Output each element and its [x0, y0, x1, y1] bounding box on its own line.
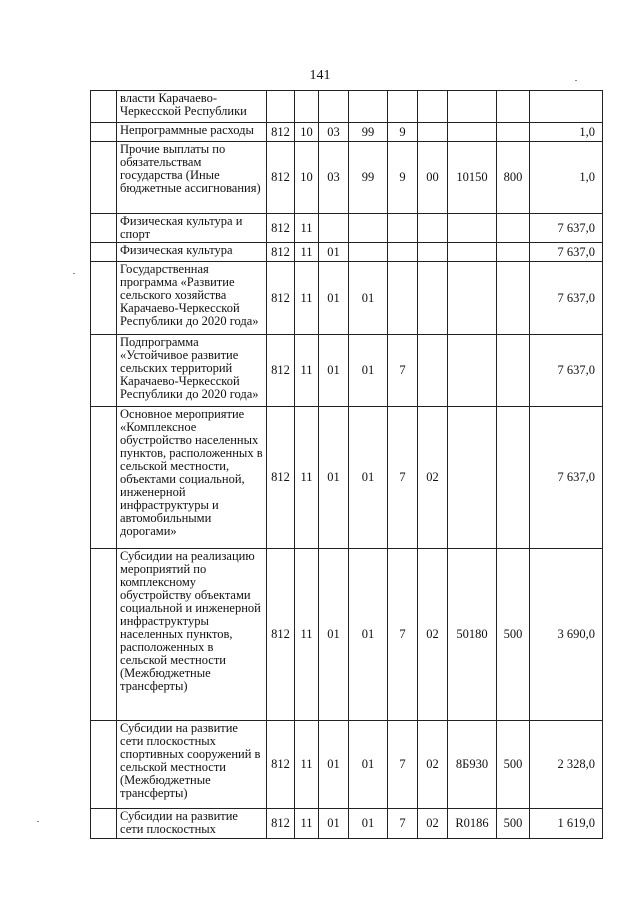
- section-code: 11: [295, 214, 319, 243]
- program-code: 01: [349, 809, 388, 839]
- program-code: [349, 91, 388, 123]
- direction-code: [448, 407, 497, 549]
- ministry-code: 812: [267, 142, 295, 214]
- subprogram-code: 7: [388, 549, 418, 721]
- blank-cell: [91, 123, 117, 142]
- direction-code: [448, 214, 497, 243]
- subsection-code: 01: [319, 262, 349, 335]
- expense-name: Физическая культура и спорт: [117, 214, 267, 243]
- event-code: 02: [418, 407, 448, 549]
- ministry-code: 812: [267, 335, 295, 407]
- expense-name: Государственная программа «Развитие сельского хозяйства Карачаево-Черкесской Республики до 2020 года»: [117, 262, 267, 335]
- scan-speck: [575, 80, 577, 81]
- subprogram-code: [388, 91, 418, 123]
- amount: 1,0: [530, 142, 603, 214]
- ministry-code: 812: [267, 721, 295, 809]
- expense-type-code: 500: [497, 549, 530, 721]
- table-row: [91, 809, 603, 839]
- program-code: 01: [349, 407, 388, 549]
- amount: 1,0: [530, 123, 603, 142]
- blank-cell: [91, 549, 117, 721]
- expense-type-code: 500: [497, 721, 530, 809]
- blank-cell: [91, 142, 117, 214]
- subprogram-code: 7: [388, 335, 418, 407]
- event-code: 02: [418, 721, 448, 809]
- blank-cell: [91, 243, 117, 262]
- event-code: [418, 335, 448, 407]
- expense-type-code: [497, 335, 530, 407]
- subsection-code: 01: [319, 721, 349, 809]
- program-code: 01: [349, 262, 388, 335]
- expense-name: Субсидии на развитие сети плоскостных спортивных сооружений в сельской местности (Межбюджетные трансферты): [117, 721, 267, 809]
- program-code: [349, 214, 388, 243]
- event-code: 00: [418, 142, 448, 214]
- blank-cell: [91, 809, 117, 839]
- section-code: 11: [295, 335, 319, 407]
- expense-type-code: [497, 214, 530, 243]
- amount: 2 328,0: [530, 721, 603, 809]
- ministry-code: 812: [267, 243, 295, 262]
- event-code: [418, 243, 448, 262]
- event-code: [418, 262, 448, 335]
- expense-type-code: 800: [497, 142, 530, 214]
- event-code: [418, 91, 448, 123]
- expense-name: Прочие выплаты по обязательствам государства (Иные бюджетные ассигнования): [117, 142, 267, 214]
- amount: 7 637,0: [530, 262, 603, 335]
- expense-type-code: 500: [497, 809, 530, 839]
- section-code: 11: [295, 549, 319, 721]
- ministry-code: 812: [267, 407, 295, 549]
- blank-cell: [91, 214, 117, 243]
- event-code: [418, 214, 448, 243]
- program-code: 99: [349, 123, 388, 142]
- amount: 7 637,0: [530, 335, 603, 407]
- subprogram-code: 9: [388, 123, 418, 142]
- subprogram-code: [388, 262, 418, 335]
- event-code: [418, 123, 448, 142]
- subsection-code: 01: [319, 335, 349, 407]
- budget-table: [90, 90, 603, 839]
- subsection-code: 03: [319, 142, 349, 214]
- ministry-code: 812: [267, 123, 295, 142]
- table-row: [91, 721, 603, 809]
- subprogram-code: 7: [388, 721, 418, 809]
- subprogram-code: 7: [388, 407, 418, 549]
- ministry-code: [267, 91, 295, 123]
- section-code: 10: [295, 142, 319, 214]
- amount: 3 690,0: [530, 549, 603, 721]
- amount: 7 637,0: [530, 243, 603, 262]
- subsection-code: [319, 91, 349, 123]
- section-code: 10: [295, 123, 319, 142]
- section-code: 11: [295, 809, 319, 839]
- expense-type-code: [497, 91, 530, 123]
- expense-name: Физическая культура: [117, 243, 267, 262]
- program-code: 99: [349, 142, 388, 214]
- subsection-code: 03: [319, 123, 349, 142]
- direction-code: [448, 91, 497, 123]
- direction-code: [448, 123, 497, 142]
- amount: 7 637,0: [530, 214, 603, 243]
- subprogram-code: [388, 214, 418, 243]
- expense-name: Субсидии на реализацию мероприятий по комплексному обустройству объектами социальной и инженерной инфраструктуры населенных пунктов, расположенных в сельской местности (Межбюджетные трансферты): [117, 549, 267, 721]
- direction-code: [448, 335, 497, 407]
- scan-speck: [73, 273, 75, 274]
- subprogram-code: 7: [388, 809, 418, 839]
- subprogram-code: [388, 243, 418, 262]
- section-code: [295, 91, 319, 123]
- blank-cell: [91, 407, 117, 549]
- ministry-code: 812: [267, 809, 295, 839]
- subsection-code: 01: [319, 407, 349, 549]
- program-code: 01: [349, 335, 388, 407]
- expense-name: Основное мероприятие «Комплексное обустройство населенных пунктов, расположенных в сельской местности, объектами социальной, инженерной инфраструктуры и автомобильными дорогами»: [117, 407, 267, 549]
- direction-code: 10150: [448, 142, 497, 214]
- event-code: 02: [418, 549, 448, 721]
- subsection-code: [319, 214, 349, 243]
- table-row: [91, 91, 603, 123]
- blank-cell: [91, 91, 117, 123]
- ministry-code: 812: [267, 214, 295, 243]
- page-number: 141: [309, 68, 331, 83]
- expense-type-code: [497, 407, 530, 549]
- direction-code: 50180: [448, 549, 497, 721]
- table-row: [91, 123, 603, 142]
- ministry-code: 812: [267, 262, 295, 335]
- scan-speck: [37, 821, 39, 822]
- expense-name: Субсидии на развитие сети плоскостных: [117, 809, 267, 839]
- direction-code: 8Б930: [448, 721, 497, 809]
- expense-type-code: [497, 243, 530, 262]
- amount: 7 637,0: [530, 407, 603, 549]
- section-code: 11: [295, 407, 319, 549]
- subsection-code: 01: [319, 809, 349, 839]
- amount: 1 619,0: [530, 809, 603, 839]
- expense-type-code: [497, 262, 530, 335]
- event-code: 02: [418, 809, 448, 839]
- table-row: [91, 262, 603, 335]
- expense-name: Подпрограмма «Устойчивое развитие сельских территорий Карачаево-Черкесской Республики до 2020 года»: [117, 335, 267, 407]
- table-row: [91, 214, 603, 243]
- program-code: 01: [349, 549, 388, 721]
- subprogram-code: 9: [388, 142, 418, 214]
- subsection-code: 01: [319, 549, 349, 721]
- table-row: [91, 549, 603, 721]
- program-code: [349, 243, 388, 262]
- program-code: 01: [349, 721, 388, 809]
- direction-code: [448, 243, 497, 262]
- section-code: 11: [295, 721, 319, 809]
- table-row: [91, 407, 603, 549]
- subsection-code: 01: [319, 243, 349, 262]
- blank-cell: [91, 335, 117, 407]
- section-code: 11: [295, 243, 319, 262]
- table-row: [91, 142, 603, 214]
- direction-code: [448, 262, 497, 335]
- table-row: [91, 243, 603, 262]
- blank-cell: [91, 721, 117, 809]
- amount: [530, 91, 603, 123]
- ministry-code: 812: [267, 549, 295, 721]
- expense-type-code: [497, 123, 530, 142]
- blank-cell: [91, 262, 117, 335]
- expense-name: власти Карачаево-Черкесской Республики: [117, 91, 267, 123]
- table-row: [91, 335, 603, 407]
- expense-name: Непрограммные расходы: [117, 123, 267, 142]
- direction-code: R0186: [448, 809, 497, 839]
- section-code: 11: [295, 262, 319, 335]
